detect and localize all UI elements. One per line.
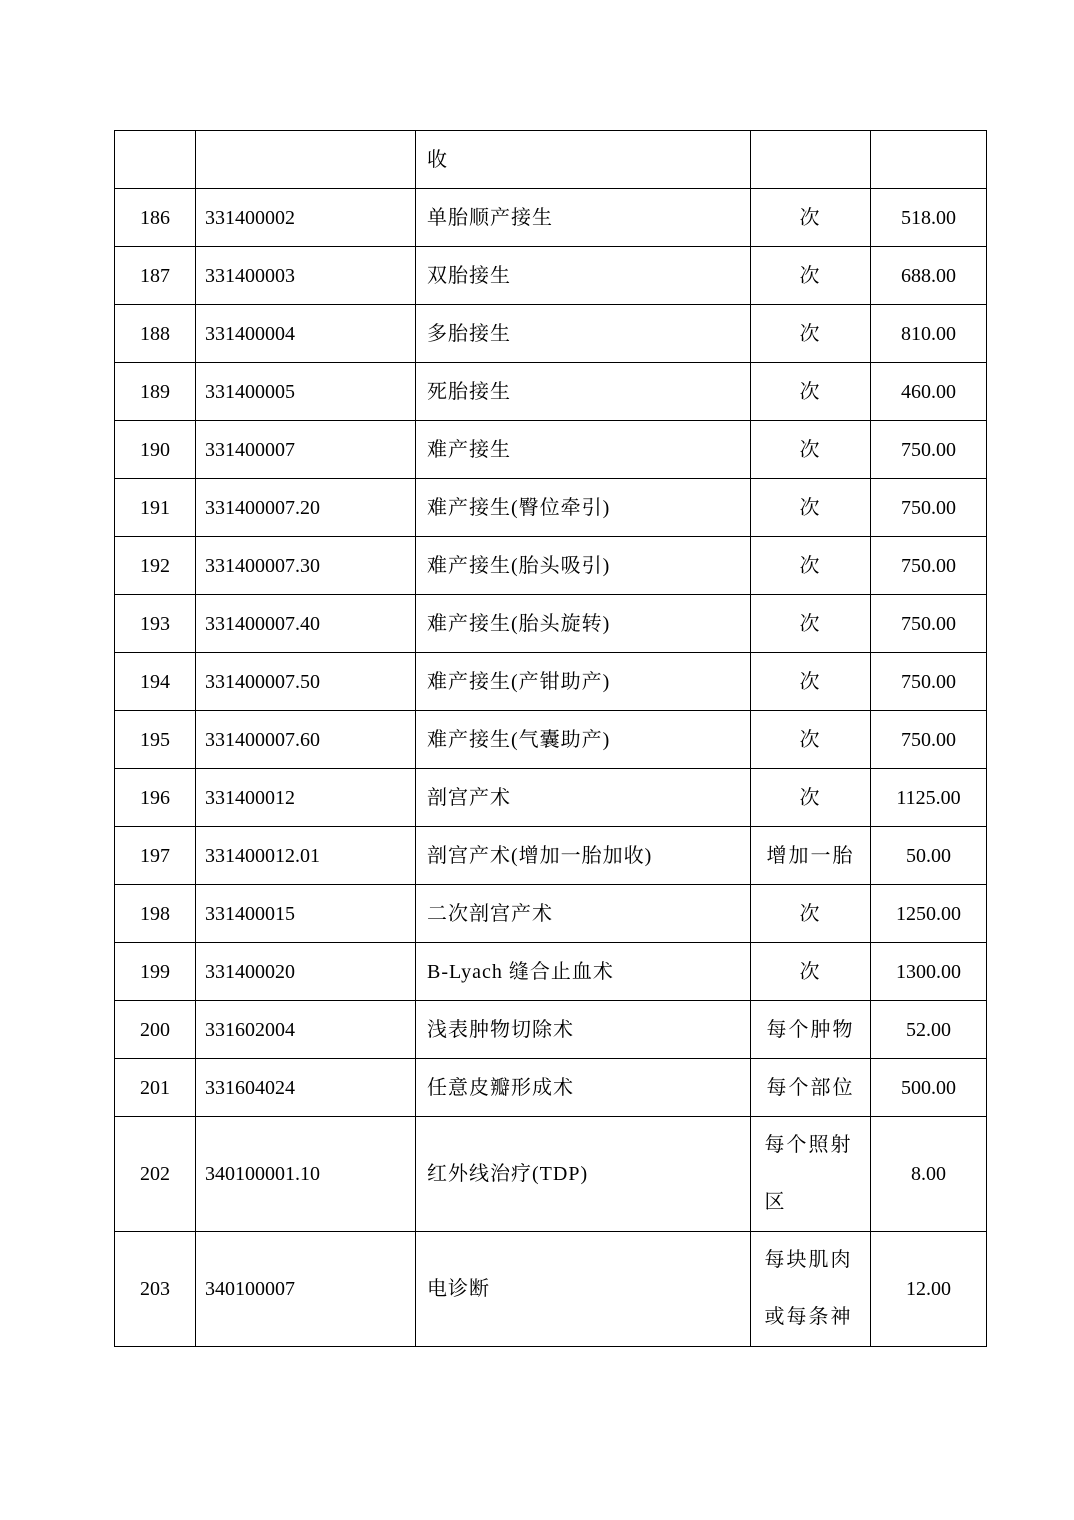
cell-code: 331400007 bbox=[196, 421, 416, 479]
cell-no: 193 bbox=[115, 595, 196, 653]
cell-no: 202 bbox=[115, 1117, 196, 1232]
table-row bbox=[115, 943, 987, 1001]
table-row bbox=[115, 537, 987, 595]
cell-no: 200 bbox=[115, 1001, 196, 1059]
cell-no: 195 bbox=[115, 711, 196, 769]
cell-unit bbox=[751, 131, 871, 189]
cell-code: 331400007.20 bbox=[196, 479, 416, 537]
cell-price: 1250.00 bbox=[871, 885, 987, 943]
cell-no: 197 bbox=[115, 827, 196, 885]
table-row bbox=[115, 479, 987, 537]
cell-unit: 每个部位 bbox=[751, 1059, 871, 1117]
cell-no: 196 bbox=[115, 769, 196, 827]
cell-name: 难产接生(胎头旋转) bbox=[416, 595, 751, 653]
cell-code: 331400002 bbox=[196, 189, 416, 247]
cell-price: 8.00 bbox=[871, 1117, 987, 1232]
table-row bbox=[115, 1117, 987, 1232]
cell-no: 188 bbox=[115, 305, 196, 363]
table-row bbox=[115, 1001, 987, 1059]
cell-name: 难产接生(气囊助产) bbox=[416, 711, 751, 769]
cell-code: 331400015 bbox=[196, 885, 416, 943]
cell-no: 203 bbox=[115, 1232, 196, 1347]
table-row bbox=[115, 247, 987, 305]
cell-code: 331400012 bbox=[196, 769, 416, 827]
cell-code: 331400004 bbox=[196, 305, 416, 363]
table-row bbox=[115, 711, 987, 769]
cell-unit: 次 bbox=[751, 363, 871, 421]
cell-no: 192 bbox=[115, 537, 196, 595]
cell-unit: 次 bbox=[751, 247, 871, 305]
cell-price: 750.00 bbox=[871, 421, 987, 479]
cell-unit: 次 bbox=[751, 653, 871, 711]
cell-price: 518.00 bbox=[871, 189, 987, 247]
cell-code: 340100007 bbox=[196, 1232, 416, 1347]
cell-name: 单胎顺产接生 bbox=[416, 189, 751, 247]
cell-name: 难产接生(胎头吸引) bbox=[416, 537, 751, 595]
cell-code: 331400003 bbox=[196, 247, 416, 305]
cell-name: 电诊断 bbox=[416, 1232, 751, 1347]
cell-price: 750.00 bbox=[871, 653, 987, 711]
cell-unit bbox=[751, 1232, 871, 1347]
cell-name: B-Lyach 缝合止血术 bbox=[416, 943, 751, 1001]
table-row bbox=[115, 653, 987, 711]
cell-unit: 次 bbox=[751, 421, 871, 479]
cell-price: 750.00 bbox=[871, 711, 987, 769]
cell-name: 剖宫产术(增加一胎加收) bbox=[416, 827, 751, 885]
cell-no: 194 bbox=[115, 653, 196, 711]
cell-code: 331602004 bbox=[196, 1001, 416, 1059]
cell-name: 收 bbox=[416, 131, 751, 189]
table-row bbox=[115, 769, 987, 827]
cell-price: 1300.00 bbox=[871, 943, 987, 1001]
cell-unit: 次 bbox=[751, 479, 871, 537]
cell-unit-text: 每块肌肉或每条神 bbox=[764, 1249, 853, 1328]
cell-unit: 次 bbox=[751, 305, 871, 363]
table-row bbox=[115, 827, 987, 885]
cell-price: 1125.00 bbox=[871, 769, 987, 827]
cell-unit: 次 bbox=[751, 189, 871, 247]
cell-price: 810.00 bbox=[871, 305, 987, 363]
cell-name: 浅表肿物切除术 bbox=[416, 1001, 751, 1059]
cell-code: 331400007.30 bbox=[196, 537, 416, 595]
cell-code bbox=[196, 131, 416, 189]
cell-code: 331400007.50 bbox=[196, 653, 416, 711]
cell-unit: 次 bbox=[751, 711, 871, 769]
cell-name: 难产接生 bbox=[416, 421, 751, 479]
cell-no: 198 bbox=[115, 885, 196, 943]
cell-no: 187 bbox=[115, 247, 196, 305]
cell-code: 331400012.01 bbox=[196, 827, 416, 885]
table-row bbox=[115, 595, 987, 653]
cell-code: 331400020 bbox=[196, 943, 416, 1001]
cell-no: 201 bbox=[115, 1059, 196, 1117]
table-row bbox=[115, 1232, 987, 1347]
cell-price: 688.00 bbox=[871, 247, 987, 305]
cell-no bbox=[115, 131, 196, 189]
cell-unit: 增加一胎 bbox=[751, 827, 871, 885]
fee-table-body bbox=[115, 131, 987, 1347]
cell-price: 750.00 bbox=[871, 595, 987, 653]
cell-price: 460.00 bbox=[871, 363, 987, 421]
cell-price: 12.00 bbox=[871, 1232, 987, 1347]
cell-name: 二次剖宫产术 bbox=[416, 885, 751, 943]
cell-no: 191 bbox=[115, 479, 196, 537]
cell-unit: 次 bbox=[751, 537, 871, 595]
cell-no: 189 bbox=[115, 363, 196, 421]
table-row bbox=[115, 189, 987, 247]
cell-name: 多胎接生 bbox=[416, 305, 751, 363]
cell-code: 331604024 bbox=[196, 1059, 416, 1117]
table-row-continued bbox=[115, 131, 987, 189]
table-row bbox=[115, 1059, 987, 1117]
table-row bbox=[115, 363, 987, 421]
cell-name: 剖宫产术 bbox=[416, 769, 751, 827]
table-row bbox=[115, 885, 987, 943]
cell-price: 750.00 bbox=[871, 479, 987, 537]
cell-price: 750.00 bbox=[871, 537, 987, 595]
cell-unit: 每个肿物 bbox=[751, 1001, 871, 1059]
cell-unit bbox=[751, 1117, 871, 1232]
cell-no: 186 bbox=[115, 189, 196, 247]
cell-price: 50.00 bbox=[871, 827, 987, 885]
cell-code: 331400007.40 bbox=[196, 595, 416, 653]
table-row bbox=[115, 305, 987, 363]
cell-name: 难产接生(产钳助产) bbox=[416, 653, 751, 711]
cell-unit-text: 每个照射区 bbox=[764, 1134, 853, 1213]
cell-unit: 次 bbox=[751, 943, 871, 1001]
cell-name: 双胎接生 bbox=[416, 247, 751, 305]
cell-name: 红外线治疗(TDP) bbox=[416, 1117, 751, 1232]
cell-code: 331400005 bbox=[196, 363, 416, 421]
cell-unit: 次 bbox=[751, 885, 871, 943]
fee-table bbox=[114, 130, 987, 1347]
cell-code: 340100001.10 bbox=[196, 1117, 416, 1232]
cell-code: 331400007.60 bbox=[196, 711, 416, 769]
cell-price: 500.00 bbox=[871, 1059, 987, 1117]
cell-price: 52.00 bbox=[871, 1001, 987, 1059]
table-row bbox=[115, 421, 987, 479]
cell-no: 199 bbox=[115, 943, 196, 1001]
cell-price bbox=[871, 131, 987, 189]
cell-name: 难产接生(臀位牵引) bbox=[416, 479, 751, 537]
cell-no: 190 bbox=[115, 421, 196, 479]
cell-unit: 次 bbox=[751, 595, 871, 653]
cell-name: 死胎接生 bbox=[416, 363, 751, 421]
cell-name: 任意皮瓣形成术 bbox=[416, 1059, 751, 1117]
cell-unit: 次 bbox=[751, 769, 871, 827]
